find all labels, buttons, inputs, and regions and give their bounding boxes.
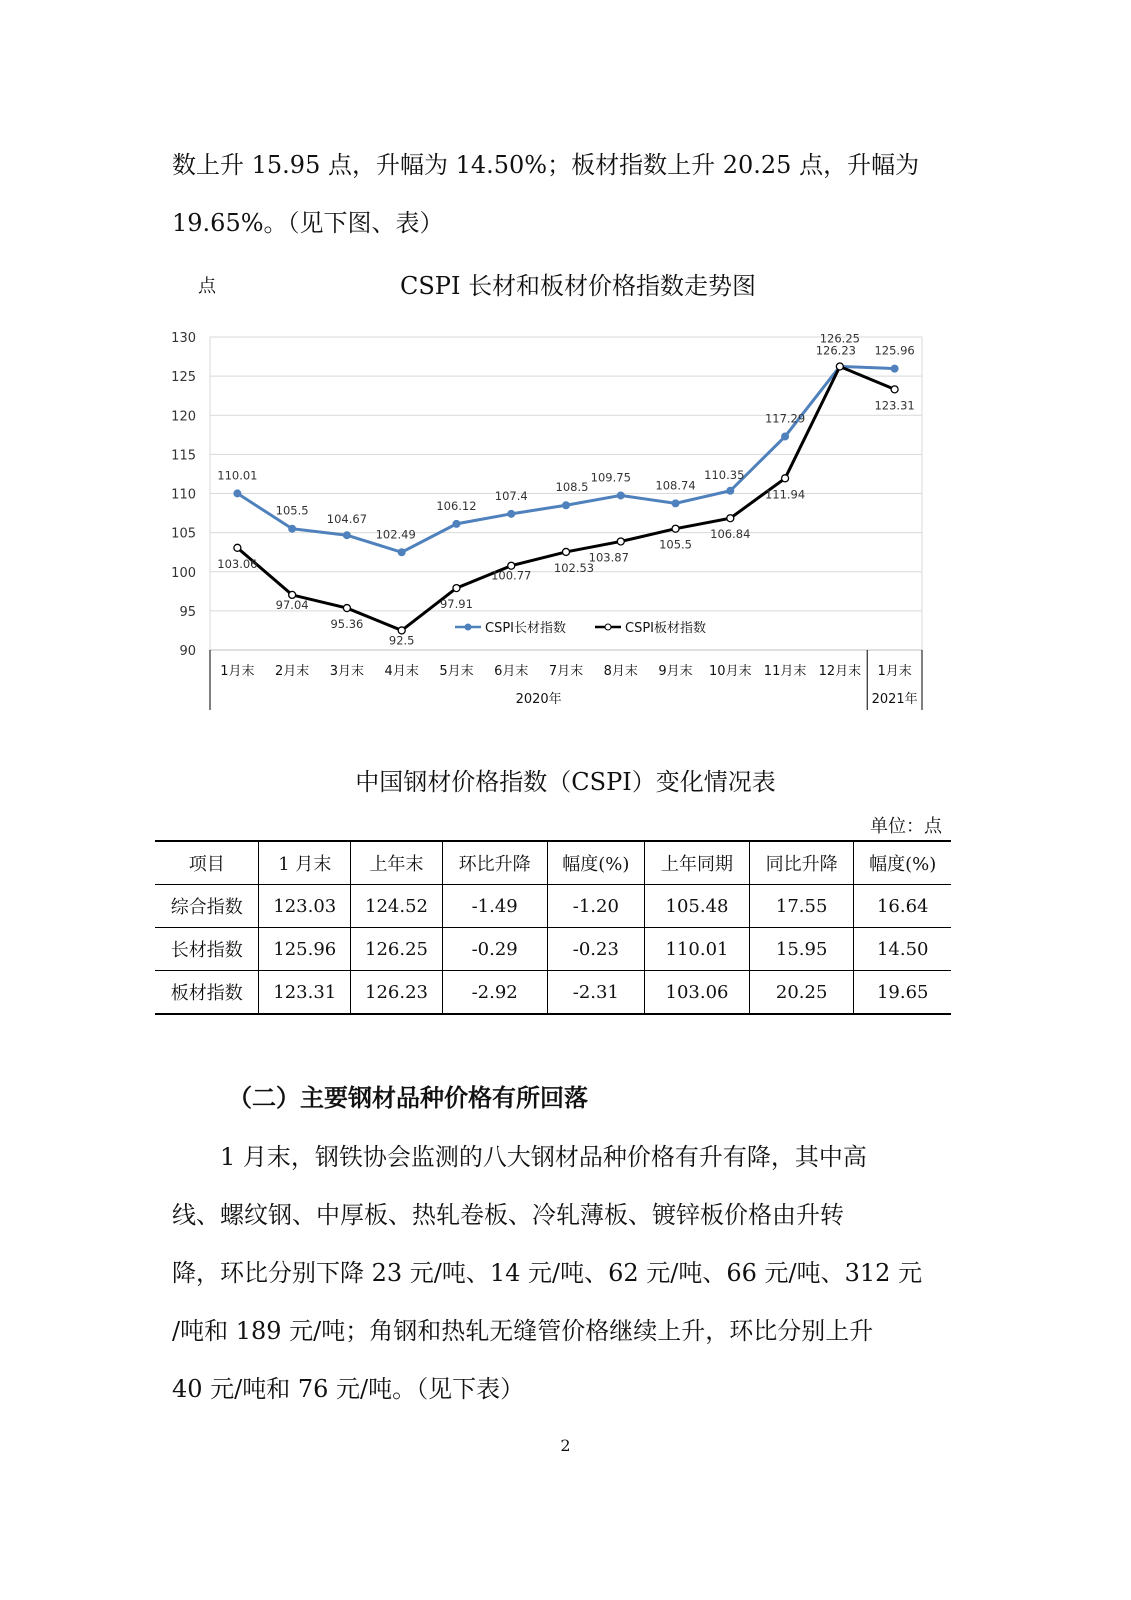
- table-cell: -2.31: [547, 971, 645, 1015]
- data-label: 97.91: [439, 597, 473, 612]
- body-line-4: /吨和 189 元/吨；角钢和热轧无缝管价格继续上升，环比分别上升: [172, 1317, 874, 1345]
- data-label: 100.77: [491, 568, 532, 583]
- data-label: 105.5: [275, 503, 309, 518]
- header-jan-end: 1 月末: [259, 841, 351, 885]
- table-cell: 123.31: [259, 971, 351, 1015]
- table-cell: 板材指数: [155, 971, 259, 1015]
- table-cell: 综合指数: [155, 885, 259, 928]
- table-cell: 17.55: [749, 885, 854, 928]
- y-tick-label: 120: [171, 409, 196, 425]
- y-tick-label: 95: [179, 604, 196, 620]
- table-cell: 103.06: [645, 971, 750, 1015]
- data-label: 106.12: [436, 498, 477, 513]
- table-cell: 16.64: [854, 885, 951, 928]
- legend-label: CSPI板材指数: [625, 621, 707, 636]
- x-tick-label: 10月末: [709, 664, 752, 679]
- header-item: 项目: [155, 841, 259, 885]
- body-line-5: 40 元/吨和 76 元/吨。（见下表）: [172, 1375, 525, 1403]
- data-label: 105.5: [659, 537, 693, 552]
- series-point: [727, 487, 734, 494]
- table-cell: 126.25: [351, 928, 443, 971]
- x-tick-label: 7月末: [548, 664, 584, 679]
- legend-label: CSPI长材指数: [485, 621, 567, 636]
- header-yoy-pct: 幅度(%): [854, 841, 951, 885]
- table-cell: 125.96: [259, 928, 351, 971]
- table-cell: -0.29: [442, 928, 547, 971]
- table-cell: 105.48: [645, 885, 750, 928]
- series-point: [453, 520, 460, 527]
- header-mom-change: 环比升降: [442, 841, 547, 885]
- x-tick-label: 11月末: [763, 664, 807, 679]
- data-label: 110.35: [704, 467, 745, 482]
- x-tick-label: 12月末: [818, 664, 862, 679]
- cspi-change-table: [155, 840, 951, 1015]
- data-label: 126.23: [815, 343, 856, 358]
- header-same-period-last-year: 上年同期: [645, 841, 750, 885]
- series-point: [617, 492, 624, 499]
- x-tick-label: 2月末: [275, 664, 310, 679]
- series-point: [563, 502, 570, 509]
- body-line-3: 降，环比分别下降 23 元/吨、14 元/吨、62 元/吨、66 元/吨、312 元: [172, 1259, 923, 1287]
- y-tick-label: 125: [171, 370, 196, 386]
- y-tick-label: 105: [171, 526, 196, 542]
- series-point: [617, 538, 624, 545]
- table-cell: -1.20: [547, 885, 645, 928]
- data-label: 92.5: [388, 633, 415, 648]
- x-tick-label: 1月末: [877, 664, 912, 679]
- series-point: [836, 363, 843, 370]
- legend-marker: [605, 624, 611, 630]
- series-point: [891, 386, 898, 393]
- table-row: [155, 971, 951, 1015]
- series-point: [782, 475, 789, 482]
- data-label: 126.25: [819, 331, 860, 346]
- table-cell: -0.23: [547, 928, 645, 971]
- data-label: 108.5: [555, 480, 589, 495]
- header-yoy-change: 同比升降: [749, 841, 854, 885]
- series-point: [891, 365, 898, 372]
- series-point: [563, 548, 570, 555]
- data-label: 97.04: [275, 597, 309, 612]
- series-point: [453, 585, 460, 592]
- price-index-line-chart: [155, 320, 955, 720]
- data-label: 106.84: [710, 527, 751, 542]
- x-tick-label: 1月末: [220, 664, 255, 679]
- header-prev-year-end: 上年末: [351, 841, 443, 885]
- chart-title: CSPI 长材和板材价格指数走势图: [400, 272, 757, 300]
- legend-marker: [465, 624, 471, 630]
- x-group-label: 2020年: [515, 692, 562, 707]
- series-point: [234, 544, 241, 551]
- section-heading: （二）主要钢材品种价格有所回落: [228, 1083, 588, 1112]
- x-group-label: 2021年: [871, 692, 918, 707]
- table-row: [155, 885, 951, 928]
- series-point: [508, 510, 515, 517]
- data-label: 111.94: [764, 487, 806, 502]
- data-label: 125.96: [874, 343, 915, 358]
- data-label: 103.06: [217, 556, 258, 571]
- table-cell: 124.52: [351, 885, 443, 928]
- y-tick-label: 130: [171, 331, 196, 346]
- series-point: [672, 525, 679, 532]
- data-label: 117.29: [764, 411, 806, 426]
- table-cell: -1.49: [442, 885, 547, 928]
- data-label: 110.01: [217, 468, 258, 483]
- data-label: 95.36: [330, 617, 364, 632]
- x-tick-label: 3月末: [329, 664, 365, 679]
- chart-y-axis-label: 点: [198, 276, 216, 297]
- table-cell: 15.95: [749, 928, 854, 971]
- series-point: [398, 549, 405, 556]
- table-unit: 单位：点: [870, 816, 942, 837]
- x-tick-label: 9月末: [658, 664, 693, 679]
- y-tick-label: 115: [171, 448, 196, 464]
- x-tick-label: 6月末: [494, 664, 529, 679]
- table-cell: -2.92: [442, 971, 547, 1015]
- body-line-2: 线、螺纹钢、中厚板、热轧卷板、冷轧薄板、镀锌板价格由升转: [172, 1201, 844, 1229]
- series-point: [782, 433, 789, 440]
- data-label: 102.49: [375, 527, 416, 542]
- table-cell: 110.01: [645, 928, 750, 971]
- table-cell: 123.03: [259, 885, 351, 928]
- series-point: [672, 500, 679, 507]
- data-label: 108.74: [655, 478, 696, 493]
- page-number: 2: [560, 1436, 571, 1455]
- table-cell: 19.65: [854, 971, 951, 1015]
- table-cell: 20.25: [749, 971, 854, 1015]
- table-cell: 长材指数: [155, 928, 259, 971]
- table-title: 中国钢材价格指数（CSPI）变化情况表: [355, 768, 776, 796]
- x-tick-label: 4月末: [384, 664, 419, 679]
- data-label: 104.67: [326, 512, 368, 527]
- data-label: 123.31: [874, 398, 915, 413]
- y-tick-label: 100: [171, 565, 196, 581]
- intro-line-2: 19.65%。（见下图、表）: [172, 209, 444, 237]
- series-point: [234, 490, 241, 497]
- y-tick-label: 90: [179, 644, 196, 659]
- header-mom-pct: 幅度(%): [547, 841, 645, 885]
- data-label: 102.53: [553, 560, 595, 575]
- x-tick-label: 8月末: [603, 664, 638, 679]
- intro-line-1: 数上升 15.95 点，升幅为 14.50%；板材指数上升 20.25 点，升幅为: [172, 151, 920, 179]
- table-header-row: [155, 841, 951, 885]
- data-label: 109.75: [590, 470, 631, 485]
- series-point: [343, 605, 350, 612]
- table-row: [155, 928, 951, 971]
- table-cell: 126.23: [351, 971, 443, 1015]
- data-label: 103.87: [588, 550, 629, 565]
- series-point: [289, 525, 296, 532]
- body-line-1: 1 月末，钢铁协会监测的八大钢材品种价格有升有降，其中高: [220, 1143, 867, 1171]
- series-point: [727, 515, 734, 522]
- x-tick-label: 5月末: [439, 664, 474, 679]
- table-cell: 14.50: [854, 928, 951, 971]
- y-tick-label: 110: [171, 487, 196, 503]
- series-point: [343, 532, 350, 539]
- data-label: 107.4: [494, 488, 528, 503]
